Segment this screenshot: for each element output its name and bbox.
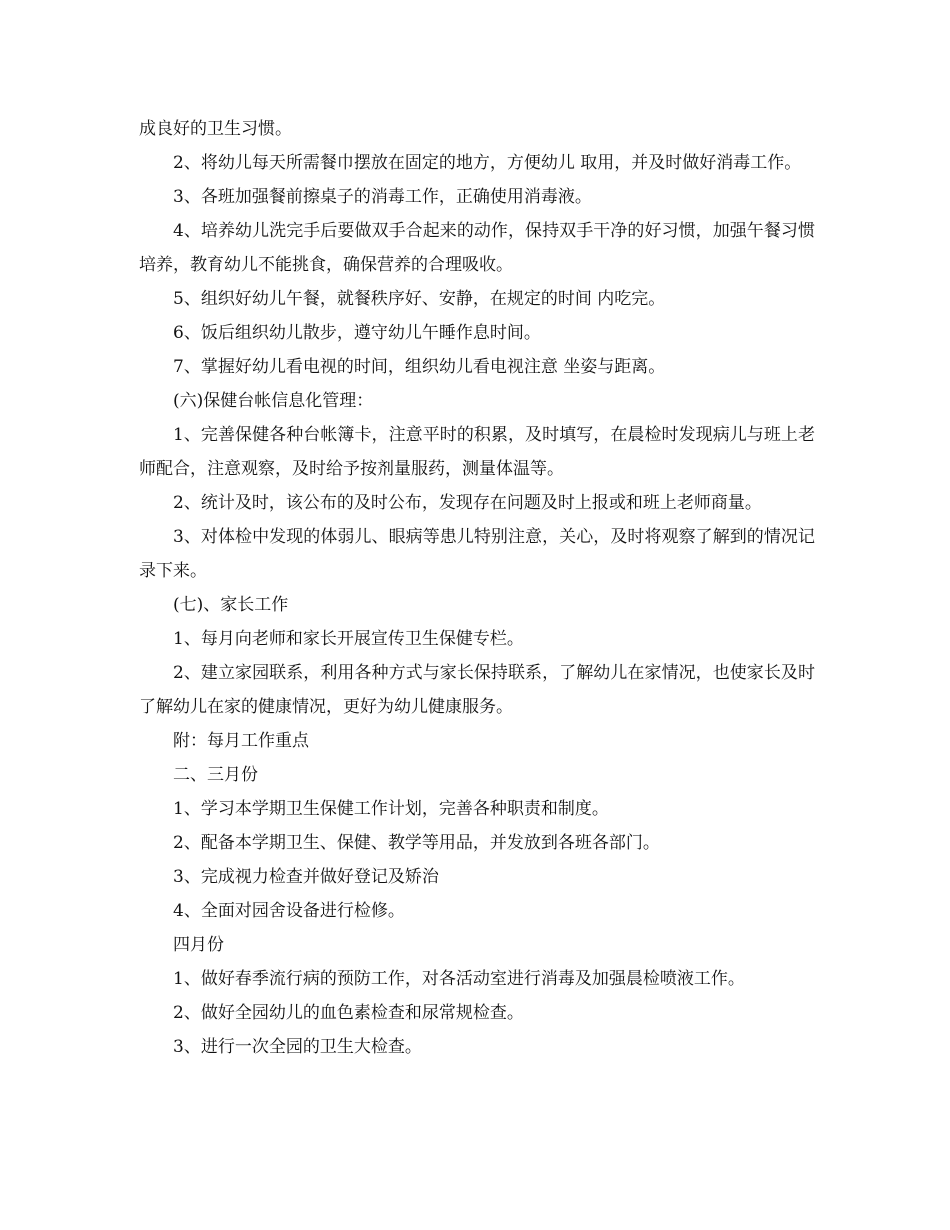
month-heading: 四月份	[173, 935, 224, 955]
paragraph: 6、饭后组织幼儿散步，遵守幼儿午睡作息时间。	[173, 323, 541, 343]
paragraph: 2、将幼儿每天所需餐巾摆放在固定的地方，方便幼儿 取用，并及时做好消毒工作。	[173, 153, 802, 173]
paragraph: 5、组织好幼儿午餐，就餐秩序好、安静，在规定的时间 内吃完。	[173, 289, 666, 309]
paragraph: 3、对体检中发现的体弱儿、眼病等患儿特别注意，关心，及时将观察了解到的情况记录下来。	[139, 527, 815, 581]
paragraph: 2、建立家园联系，利用各种方式与家长保持联系，了解幼儿在家情况，也使家长及时了解幼儿在家的健康情况，更好为幼儿健康服务。	[139, 663, 815, 717]
paragraph: 2、做好全园幼儿的血色素检查和尿常规检查。	[173, 1003, 524, 1023]
month-heading: 二、三月份	[173, 765, 258, 785]
paragraph: 1、学习本学期卫生保健工作计划，完善各种职责和制度。	[173, 799, 609, 819]
paragraph: 1、每月向老师和家长开展宣传卫生保健专栏。	[173, 629, 524, 649]
paragraph: 4、全面对园舍设备进行检修。	[173, 901, 405, 921]
document-body	[139, 112, 815, 1064]
paragraph: 2、配备本学期卫生、保健、教学等用品，并发放到各班各部门。	[173, 833, 660, 853]
section-heading: (六)保健台帐信息化管理：	[173, 391, 374, 411]
section-heading: (七)、家长工作	[173, 595, 289, 615]
paragraph: 7、掌握好幼儿看电视的时间，组织幼儿看电视注意 坐姿与距离。	[173, 357, 666, 377]
paragraph: 3、完成视力检查并做好登记及矫治	[173, 867, 439, 887]
paragraph: 1、完善保健各种台帐簿卡，注意平时的积累，及时填写，在晨检时发现病儿与班上老师配合，注意观察，及时给予按剂量服药，测量体温等。	[139, 425, 815, 479]
paragraph: 4、培养幼儿洗完手后要做双手合起来的动作，保持双手干净的好习惯，加强午餐习惯培养，教育幼儿不能挑食，确保营养的合理吸收。	[139, 221, 815, 275]
paragraph: 1、做好春季流行病的预防工作，对各活动室进行消毒及加强晨检喷液工作。	[173, 969, 745, 989]
paragraph: 成良好的卫生习惯。	[139, 119, 292, 139]
paragraph: 3、各班加强餐前擦桌子的消毒工作，正确使用消毒液。	[173, 187, 592, 207]
paragraph: 3、进行一次全园的卫生大检查。	[173, 1037, 422, 1057]
section-heading: 附：每月工作重点	[173, 731, 309, 751]
paragraph: 2、统计及时，该公布的及时公布，发现存在问题及时上报或和班上老师商量。	[173, 493, 762, 513]
